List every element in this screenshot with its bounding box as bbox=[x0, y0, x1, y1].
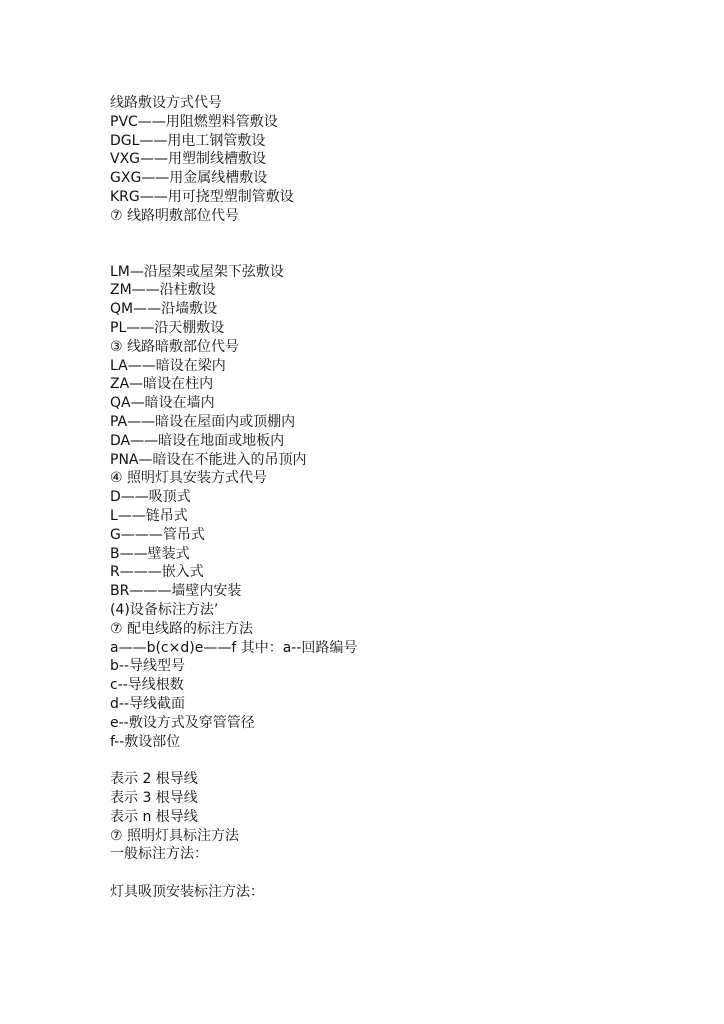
heading-surface-location-codes: ⑦ 线路明敷部位代号 bbox=[110, 207, 240, 224]
block-wiring-method-codes bbox=[110, 94, 670, 226]
code-line-br: BR———墙壁内安装 bbox=[110, 583, 242, 600]
blank-gap bbox=[110, 226, 670, 263]
code-line-dgl: DGL——用电工钢管敷设 bbox=[110, 132, 266, 149]
text-general-labeling: 一般标注方法： bbox=[110, 846, 208, 863]
formula-line: a——b(c×d)e——f 其中：a--回路编号 bbox=[110, 639, 358, 656]
code-line-zm: ZM——沿柱敷设 bbox=[110, 282, 216, 299]
code-line-d: D——吸顶式 bbox=[110, 489, 191, 506]
code-line-b: B——壁装式 bbox=[110, 545, 190, 562]
code-line-lm: LM—沿屋架或屋架下弦敷设 bbox=[110, 263, 284, 280]
heading-equipment-labeling: (4)设备标注方法’ bbox=[110, 601, 219, 618]
text-n-conductors: 表示 n 根导线 bbox=[110, 808, 198, 825]
heading-fixture-labeling: ⑦ 照明灯具标注方法 bbox=[110, 827, 240, 844]
heading-concealed-location-codes: ③ 线路暗敷部位代号 bbox=[110, 338, 240, 355]
code-line-qa: QA—暗设在墙内 bbox=[110, 395, 215, 412]
code-line-vxg: VXG——用塑制线槽敷设 bbox=[110, 151, 267, 168]
code-line-za: ZA—暗设在柱内 bbox=[110, 376, 214, 393]
legend-line-d: d--导线截面 bbox=[110, 695, 185, 712]
code-line-pvc: PVC——用阻燃塑料管敷设 bbox=[110, 113, 278, 130]
code-line-pa: PA——暗设在屋面内或顶棚内 bbox=[110, 413, 296, 430]
blank-gap bbox=[110, 751, 670, 770]
code-line-l: L——链吊式 bbox=[110, 507, 188, 524]
document-body bbox=[110, 94, 670, 902]
legend-line-f: f--敷设部位 bbox=[110, 733, 181, 750]
code-line-da: DA——暗设在地面或地板内 bbox=[110, 432, 285, 449]
code-line-pna: PNA—暗设在不能进入的吊顶内 bbox=[110, 451, 307, 468]
block-ceiling-mount-labeling bbox=[110, 883, 670, 902]
code-line-krg: KRG——用可挠型塑制管敷设 bbox=[110, 188, 294, 205]
code-line-r: R———嵌入式 bbox=[110, 564, 204, 581]
code-line-g: G———管吊式 bbox=[110, 526, 205, 543]
code-line-pl: PL——沿天棚敷设 bbox=[110, 319, 225, 336]
legend-line-c: c--导线根数 bbox=[110, 677, 184, 694]
text-three-conductors: 表示 3 根导线 bbox=[110, 790, 198, 807]
heading-circuit-labeling: ⑦ 配电线路的标注方法 bbox=[110, 620, 254, 637]
text-two-conductors: 表示 2 根导线 bbox=[110, 771, 198, 788]
code-line-gxg: GXG——用金属线槽敷设 bbox=[110, 170, 268, 187]
code-line-qm: QM——沿墙敷设 bbox=[110, 301, 218, 318]
text-ceiling-mount-labeling: 灯具吸顶安装标注方法： bbox=[110, 884, 264, 901]
legend-line-e: e--敷设方式及穿管管径 bbox=[110, 714, 255, 731]
block-location-and-fixture-codes bbox=[110, 263, 670, 752]
code-line-la: LA——暗设在梁内 bbox=[110, 357, 226, 374]
legend-line-b: b--导线型号 bbox=[110, 658, 185, 675]
block-conductor-count bbox=[110, 770, 670, 864]
heading-fixture-mount-codes: ④ 照明灯具安装方式代号 bbox=[110, 470, 268, 487]
heading-wiring-method-codes: 线路敷设方式代号 bbox=[110, 95, 222, 111]
blank-gap bbox=[110, 864, 670, 883]
